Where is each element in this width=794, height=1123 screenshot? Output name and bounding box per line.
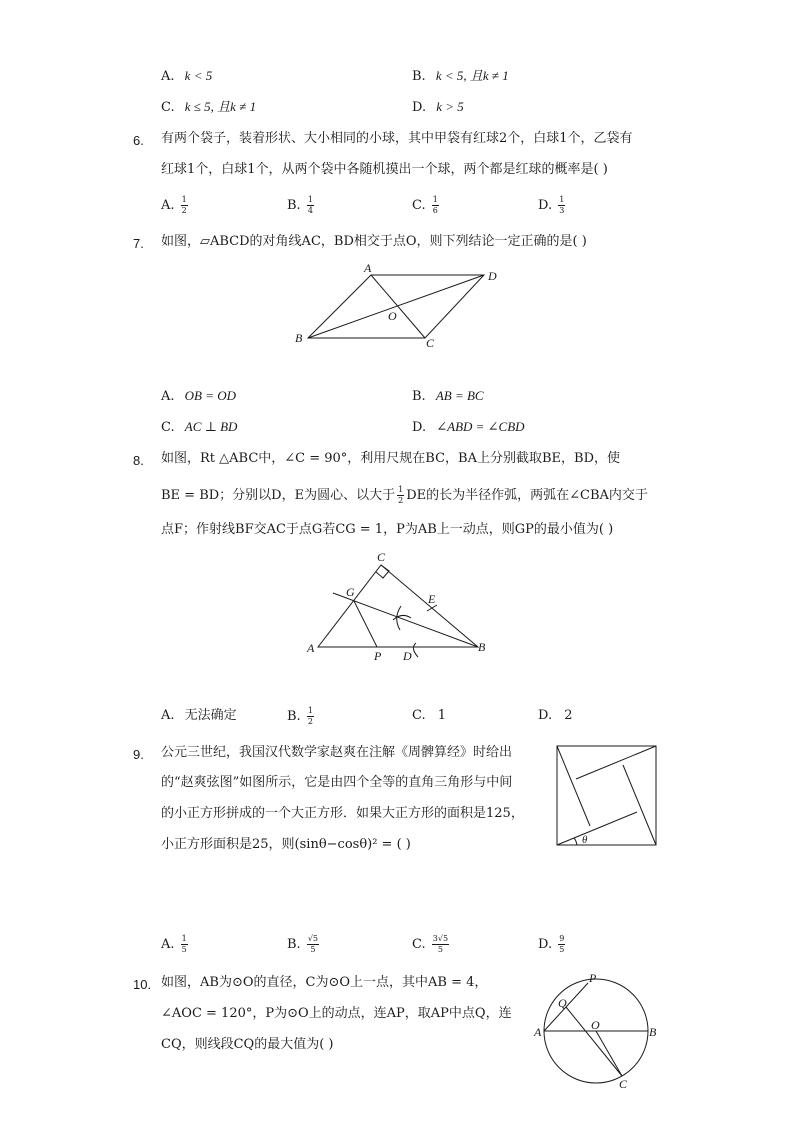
option-letter: C. bbox=[161, 420, 175, 435]
label-q: Q bbox=[558, 996, 567, 1010]
q10-number: 10. bbox=[133, 977, 152, 992]
option-letter: B. bbox=[287, 937, 301, 952]
circle-o bbox=[544, 979, 648, 1083]
arc-d bbox=[413, 643, 418, 657]
option-text: ∠ABD = ∠CBD bbox=[436, 419, 525, 434]
q8-stem-line3: 点F；作射线BF交AC于点G若CG = 1，P为AB上一动点，则GP的最小值为( ) bbox=[161, 522, 614, 537]
option-letter: B. bbox=[412, 389, 426, 404]
q8-stem-line1: 如图，Rt △ABC中，∠C = 90°，利用尺规在BC，BA上分别截取BE，BD，使 bbox=[161, 451, 621, 466]
label-e: E bbox=[428, 592, 436, 606]
option-letter: B. bbox=[412, 69, 426, 84]
q6-option-c[interactable] bbox=[412, 196, 441, 215]
q7-option-c[interactable] bbox=[161, 420, 237, 434]
option-text: k < 5 bbox=[184, 68, 213, 83]
q7-option-a[interactable] bbox=[161, 389, 236, 403]
label-b: B bbox=[478, 640, 486, 654]
q10-stem-line3: CQ，则线段CQ的最大值为( ) bbox=[161, 1037, 334, 1052]
q6-number: 6. bbox=[133, 133, 144, 148]
triangle-edge-1 bbox=[557, 812, 637, 845]
label-p: P bbox=[374, 649, 382, 663]
option-text: 无法确定 bbox=[184, 708, 237, 723]
option-text: k < 5, 且k ≠ 1 bbox=[435, 68, 509, 83]
q9-option-d[interactable] bbox=[538, 935, 567, 954]
label-d: D bbox=[403, 649, 412, 663]
parallelogram-abcd bbox=[308, 275, 484, 338]
fraction: $\frac{1}{2}$ bbox=[307, 706, 313, 726]
option-text: 1 bbox=[437, 708, 447, 723]
option-letter: D. bbox=[412, 100, 427, 115]
arc-e bbox=[427, 605, 437, 611]
q7-stem: 如图，▱ABCD的对角线AC，BD相交于点O，则下列结论一定正确的是( ) bbox=[161, 234, 587, 249]
arc-f2 bbox=[393, 615, 411, 620]
option-text: AB = BC bbox=[435, 388, 484, 403]
diagonal-bd bbox=[308, 275, 484, 338]
q9-stem-line2: 的“赵爽弦图”如图所示，它是由四个全等的直角三角形与中间 bbox=[161, 775, 513, 790]
option-letter: C. bbox=[412, 937, 426, 952]
theta-arc bbox=[574, 838, 577, 845]
q5-option-d[interactable] bbox=[412, 100, 464, 114]
q7-option-d[interactable] bbox=[412, 420, 525, 434]
triangle-abc bbox=[318, 565, 478, 647]
chord-ap bbox=[544, 983, 588, 1031]
fraction: $\frac{3√5}{5}$ bbox=[432, 934, 449, 954]
q9-number: 9. bbox=[133, 747, 144, 762]
fraction: $\frac{1}{3}$ bbox=[559, 195, 565, 215]
q6-option-d[interactable] bbox=[538, 196, 567, 215]
diagonal-ac bbox=[371, 275, 425, 338]
q5-option-b[interactable] bbox=[412, 69, 509, 83]
option-letter: A. bbox=[161, 708, 175, 723]
q10-stem-line1: 如图，AB为⊙O的直径，C为⊙O上一点，其中AB = 4， bbox=[161, 975, 488, 990]
option-text: OB = OD bbox=[184, 388, 237, 403]
label-d: D bbox=[488, 269, 497, 283]
stem-text: DE的长为半径作弧，两弧在∠CBA内交于 bbox=[406, 488, 648, 503]
option-letter: C. bbox=[412, 198, 426, 213]
option-letter: D. bbox=[538, 708, 553, 723]
triangle-edge-4 bbox=[557, 746, 590, 826]
option-letter: C. bbox=[161, 100, 175, 115]
ray-bf bbox=[333, 593, 478, 647]
fraction: $\frac{9}{5}$ bbox=[559, 934, 565, 954]
q8-option-c[interactable] bbox=[412, 709, 446, 722]
q6-option-a[interactable] bbox=[161, 196, 190, 215]
segment-oc bbox=[596, 1031, 622, 1076]
q9-option-a[interactable] bbox=[161, 935, 190, 954]
q5-option-c[interactable] bbox=[161, 100, 256, 114]
triangle-edge-3 bbox=[576, 746, 656, 779]
option-text: AC ⊥ BD bbox=[184, 419, 238, 434]
label-p: P bbox=[589, 971, 597, 985]
option-letter: D. bbox=[538, 198, 553, 213]
option-letter: B. bbox=[287, 198, 301, 213]
segment-qc bbox=[566, 1007, 622, 1076]
label-a: A bbox=[364, 261, 372, 275]
option-letter: B. bbox=[287, 709, 301, 724]
q7-option-b[interactable] bbox=[412, 389, 484, 403]
q6-stem-line2: 红球1个，白球1个，从两个袋中各随机摸出一个球，两个都是红球的概率是( ) bbox=[161, 162, 608, 177]
q7-number: 7. bbox=[133, 236, 144, 251]
label-b: B bbox=[649, 1025, 657, 1039]
triangle-edge-2 bbox=[623, 765, 656, 845]
option-letter: D. bbox=[538, 937, 553, 952]
big-square bbox=[557, 746, 656, 845]
option-letter: C. bbox=[412, 708, 426, 723]
fraction: $\frac{1}{5}$ bbox=[181, 934, 187, 954]
q9-option-c[interactable] bbox=[412, 935, 451, 954]
q8-option-d[interactable] bbox=[538, 709, 573, 722]
q9-stem-line3: 的小正方形拼成的一个大正方形．如果大正方形的面积是125， bbox=[161, 806, 524, 821]
q8-number: 8. bbox=[133, 453, 144, 468]
fraction: $\frac{√5}{5}$ bbox=[307, 934, 319, 954]
q9-stem-line1: 公元三世纪，我国汉代数学家赵爽在注解《周髀算经》时给出 bbox=[161, 745, 513, 760]
q6-stem-line1: 有两个袋子，装着形状、大小相同的小球，其中甲袋有红球2个，白球1个，乙袋有 bbox=[161, 131, 633, 146]
label-b: B bbox=[295, 331, 303, 345]
option-text: 2 bbox=[564, 708, 573, 723]
option-letter: A. bbox=[161, 937, 175, 952]
fraction: $\frac{1}{4}$ bbox=[307, 195, 313, 215]
q9-stem-line4: 小正方形面积是25，则(sinθ−cosθ)² = ( ) bbox=[161, 837, 411, 852]
stem-text: BE = BD；分别以D，E为圆心、以大于 bbox=[161, 488, 396, 503]
option-letter: A. bbox=[161, 198, 175, 213]
label-c: C bbox=[377, 550, 386, 564]
right-angle-mark bbox=[376, 565, 389, 578]
label-o: O bbox=[388, 309, 397, 323]
label-o: O bbox=[591, 1018, 600, 1032]
q8-stem-line2 bbox=[161, 486, 648, 505]
q5-option-a[interactable] bbox=[161, 69, 212, 83]
segment-gp bbox=[354, 601, 377, 647]
label-a: A bbox=[534, 1025, 542, 1039]
label-c: C bbox=[619, 1077, 628, 1091]
arc-f1 bbox=[397, 606, 401, 630]
label-a: A bbox=[307, 641, 315, 655]
fraction: $\frac{1}{6}$ bbox=[432, 195, 438, 215]
label-theta: θ bbox=[582, 834, 588, 846]
fraction: $\frac{1}{2}$ bbox=[181, 195, 187, 215]
option-letter: A. bbox=[161, 389, 175, 404]
q6-option-b[interactable] bbox=[287, 196, 316, 215]
option-text: k ≤ 5, 且k ≠ 1 bbox=[184, 99, 257, 114]
q8-option-a[interactable] bbox=[161, 709, 237, 722]
q10-stem-line2: ∠AOC = 120°，P为⊙O上的动点，连AP，取AP中点Q，连 bbox=[161, 1006, 512, 1021]
option-letter: A. bbox=[161, 69, 175, 84]
label-c: C bbox=[426, 336, 435, 350]
option-letter: D. bbox=[412, 420, 427, 435]
option-text: k > 5 bbox=[436, 99, 464, 114]
fraction: $\frac{1}{2}$ bbox=[398, 485, 404, 505]
q9-option-b[interactable] bbox=[287, 935, 321, 954]
q8-option-b[interactable] bbox=[287, 707, 316, 726]
label-g: G bbox=[346, 585, 355, 599]
